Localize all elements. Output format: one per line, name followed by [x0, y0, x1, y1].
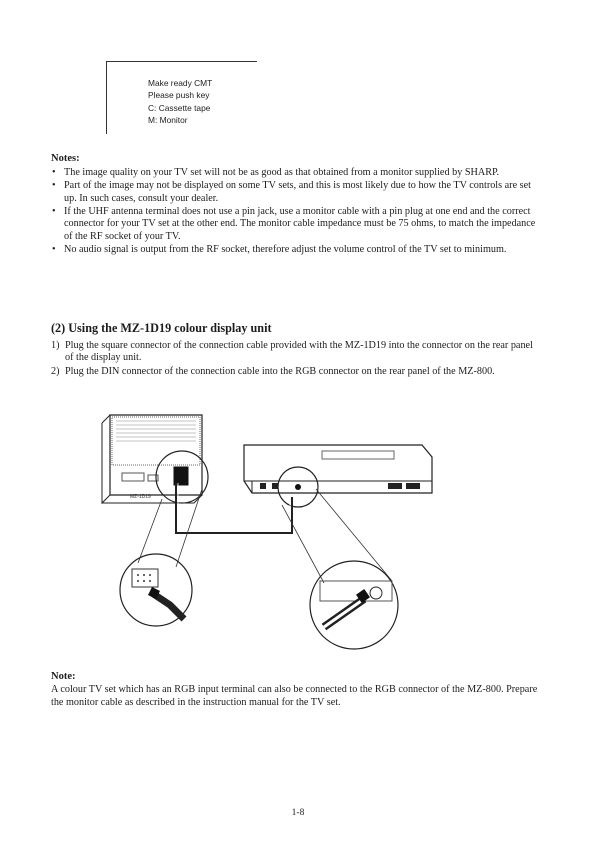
screen-line: Please push key — [148, 90, 210, 101]
note-text: A colour TV set which has an RGB input terminal can also be connected to the RGB connector of the MZ-800. Prepare the monitor cable as described in the instruction manual for the TV set. — [51, 684, 538, 708]
computer-drawing — [244, 445, 432, 507]
note-item: • The image quality on your TV set will not be as good as that obtained from a monitor supplied by SHARP. — [51, 167, 541, 180]
display-unit-drawing — [102, 415, 208, 503]
screen-line: M: Monitor — [148, 115, 188, 126]
note-item: • Part of the image may not be displayed on some TV sets, and this is most likely due to how the TV controls are set up. In such cases, consult your dealer. — [51, 180, 541, 205]
step-number: 2) — [51, 365, 60, 377]
note-item: • If the UHF antenna terminal does not use a pin jack, use a monitor cable with a pin plug at one end and the correct connector for your TV set at the other end. The monitor cable impedance must be 75 ohms, to match the impedance of the RF socket of your TV. — [51, 206, 541, 244]
connection-illustration — [92, 405, 442, 655]
steps-list — [51, 340, 541, 379]
section-title: (2) Using the MZ-1D19 colour display unit — [51, 321, 272, 335]
step-text: Plug the DIN connector of the connection cable into the RGB connector on the rear panel of the MZ-800. — [65, 365, 495, 377]
din-connector-detail — [310, 561, 398, 649]
page-number: 1-8 — [291, 808, 305, 818]
notes-heading: Notes: — [51, 153, 80, 164]
screen-line: Make ready CMT — [148, 78, 213, 88]
step-text: Plug the square connector of the connection cable provided with the MZ-1D19 into the connector on the rear panel of the display unit. — [65, 340, 533, 364]
note-heading: Note: — [51, 671, 76, 682]
screen-line: C: Cassette tape — [148, 102, 211, 113]
square-connector-detail — [120, 554, 192, 626]
screen-message — [148, 77, 212, 127]
connection-cable-drawing — [176, 483, 292, 533]
svg-text:MZ-1D19: MZ-1D19 — [130, 494, 151, 500]
step-item — [51, 366, 541, 378]
note-item: • No audio signal is output from the RF socket, therefore adjust the volume control of the TV set to minimum. — [51, 244, 541, 257]
notes-list — [51, 167, 541, 257]
step-item — [51, 340, 541, 365]
step-number: 1) — [51, 340, 60, 351]
